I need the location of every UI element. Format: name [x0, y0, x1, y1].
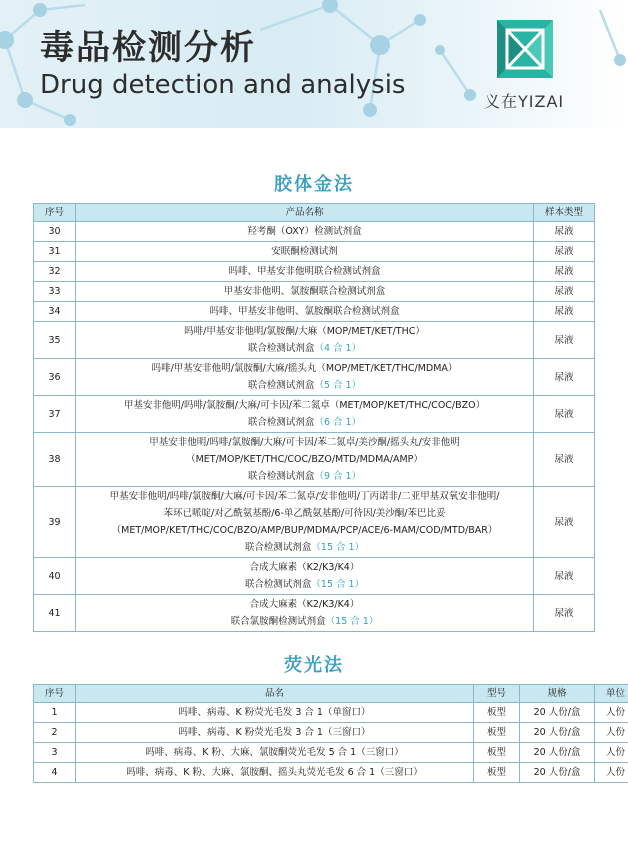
- product-name-cell: [76, 262, 534, 282]
- table-row: [34, 242, 595, 262]
- model-cell: 板型: [474, 703, 520, 723]
- combo-count-note: （15 合 1）: [325, 616, 379, 627]
- sample-type-cell: 尿液: [534, 487, 595, 558]
- unit-cell: 人份: [595, 723, 628, 743]
- section-title-fluorescence: 荧光法: [284, 655, 344, 676]
- product-name-cell: 吗啡、病毒、K 粉、大麻、氯胺酮荧光毛发 5 合 1（三窗口）: [76, 743, 474, 763]
- product-name-cell: [76, 595, 534, 632]
- product-name-line: 合成大麻素（K2/K3/K4）: [249, 562, 360, 573]
- row-number: 1: [34, 703, 76, 723]
- product-name-line: 甲基安非他明/吗啡/氯胺酮/大麻/可卡因/苯二氮卓/安非他明/丁丙诺非/二亚甲基双氧安非他明/: [109, 491, 500, 502]
- combo-count-note: （5 合 1）: [314, 380, 362, 391]
- sample-type-cell: 尿液: [534, 359, 595, 396]
- product-name-line: 联合检测试剂盒（5 合 1）: [247, 380, 362, 391]
- model-cell: 板型: [474, 743, 520, 763]
- yizai-logo-icon: [497, 20, 553, 78]
- model-cell: 板型: [474, 723, 520, 743]
- row-number: 4: [34, 763, 76, 783]
- row-number: 34: [34, 302, 76, 322]
- column-header-number: 序号: [34, 204, 76, 222]
- product-name-cell: [76, 242, 534, 262]
- product-name-line: 甲基安非他明/吗啡/氯胺酮/大麻/可卡因/苯二氮卓/美沙酮/摇头丸/安非他明: [149, 437, 460, 448]
- product-name-line: 吗啡、甲基安非他明联合检测试剂盒: [228, 266, 381, 277]
- table-row: [34, 222, 595, 242]
- row-number: 37: [34, 396, 76, 433]
- product-name-line: 甲基安非他明、氯胺酮联合检测试剂盒: [223, 286, 386, 297]
- product-name-line: 联合氯胺酮检测试剂盒（15 合 1）: [230, 616, 379, 627]
- table-row: [34, 703, 628, 723]
- table-row: [34, 396, 595, 433]
- product-name-cell: 吗啡、病毒、K 粉、大麻、氯胺酮、摇头丸荧光毛发 6 合 1（三窗口）: [76, 763, 474, 783]
- specification-cell: 20 人份/盒: [520, 723, 595, 743]
- row-number: 40: [34, 558, 76, 595]
- product-name-line: 吗啡、甲基安非他明、氯胺酮联合检测试剂盒: [209, 306, 400, 317]
- sample-type-cell: 尿液: [534, 222, 595, 242]
- row-number: 31: [34, 242, 76, 262]
- table-header-row: [34, 204, 595, 222]
- product-name-line: 吗啡/甲基安非他明/氯胺酮/大麻（MOP/MET/KET/THC）: [184, 326, 425, 337]
- column-header-product-name: 产品名称: [76, 204, 534, 222]
- table-row: [34, 322, 595, 359]
- combo-count-note: （15 合 1）: [311, 579, 365, 590]
- specification-cell: 20 人份/盒: [520, 763, 595, 783]
- combo-count-note: （4 合 1）: [314, 343, 362, 354]
- column-header-unit: 单位: [595, 685, 628, 703]
- product-name-cell: [76, 359, 534, 396]
- colloidal-gold-product-table: [33, 203, 595, 632]
- fluorescence-product-table: [33, 684, 628, 783]
- product-name-cell: [76, 487, 534, 558]
- row-number: 35: [34, 322, 76, 359]
- table-row: [34, 723, 628, 743]
- unit-cell: 人份: [595, 703, 628, 723]
- product-name-cell: [76, 302, 534, 322]
- page-title-chinese: 毒品检测分析: [40, 28, 256, 68]
- sample-type-cell: 尿液: [534, 558, 595, 595]
- row-number: 32: [34, 262, 76, 282]
- sample-type-cell: 尿液: [534, 322, 595, 359]
- specification-cell: 20 人份/盒: [520, 743, 595, 763]
- table-row: [34, 558, 595, 595]
- table-row: [34, 743, 628, 763]
- row-number: 39: [34, 487, 76, 558]
- unit-cell: 人份: [595, 763, 628, 783]
- product-name-cell: [76, 322, 534, 359]
- table-row: [34, 359, 595, 396]
- row-number: 30: [34, 222, 76, 242]
- product-name-line: 联合检测试剂盒（4 合 1）: [247, 343, 362, 354]
- row-number: 36: [34, 359, 76, 396]
- sample-type-cell: 尿液: [534, 262, 595, 282]
- row-number: 41: [34, 595, 76, 632]
- sample-type-cell: 尿液: [534, 282, 595, 302]
- sample-type-cell: 尿液: [534, 433, 595, 487]
- table-row: [34, 282, 595, 302]
- unit-cell: 人份: [595, 743, 628, 763]
- product-name-line: 联合检测试剂盒（15 合 1）: [244, 542, 365, 553]
- product-name-line: 吗啡/甲基安非他明/氯胺酮/大麻/摇头丸（MOP/MET/KET/THC/MDMA）: [151, 363, 458, 374]
- column-header-model: 型号: [474, 685, 520, 703]
- product-name-line: 合成大麻素（K2/K3/K4）: [249, 599, 360, 610]
- column-header-specification: 规格: [520, 685, 595, 703]
- product-name-line: 苯环已哌啶/对乙酰氨基酚/6-单乙酰氨基酚/可待因/美沙酮/苯巴比妥: [163, 508, 446, 519]
- table-row: [34, 433, 595, 487]
- sample-type-cell: 尿液: [534, 396, 595, 433]
- sample-type-cell: 尿液: [534, 595, 595, 632]
- product-name-cell: [76, 396, 534, 433]
- column-header-sample-type: 样本类型: [534, 204, 595, 222]
- column-header-product-name: 品名: [76, 685, 474, 703]
- product-name-line: （MET/MOP/KET/THC/COC/BZO/AMP/BUP/MDMA/PCP/ACE/6-MAM/COD/MTD/BAR）: [111, 525, 498, 536]
- table-row: [34, 262, 595, 282]
- specification-cell: 20 人份/盒: [520, 703, 595, 723]
- column-header-number: 序号: [34, 685, 76, 703]
- combo-count-note: （15 合 1）: [311, 542, 365, 553]
- sample-type-cell: 尿液: [534, 242, 595, 262]
- row-number: 38: [34, 433, 76, 487]
- combo-count-note: （6 合 1）: [314, 417, 362, 428]
- product-name-cell: [76, 282, 534, 302]
- page-title-english: Drug detection and analysis: [40, 70, 406, 100]
- table-row: [34, 595, 595, 632]
- combo-count-note: （9 合 1）: [314, 471, 362, 482]
- product-name-cell: [76, 222, 534, 242]
- page-header: [0, 0, 628, 128]
- product-name-line: 甲基安非他明/吗啡/氯胺酮/大麻/可卡因/苯二氮卓（MET/MOP/KET/THC/COC/BZO）: [123, 400, 486, 411]
- brand-name: 义在YIZAI: [484, 92, 565, 111]
- product-name-line: 联合检测试剂盒（15 合 1）: [244, 579, 365, 590]
- section-title-colloidal-gold: 胶体金法: [274, 174, 354, 195]
- model-cell: 板型: [474, 763, 520, 783]
- product-name-line: 联合检测试剂盒（9 合 1）: [247, 471, 362, 482]
- row-number: 3: [34, 743, 76, 763]
- row-number: 2: [34, 723, 76, 743]
- table-row: [34, 487, 595, 558]
- product-name-cell: [76, 433, 534, 487]
- product-name-cell: 吗啡、病毒、K 粉荧光毛发 3 合 1（三窗口）: [76, 723, 474, 743]
- product-name-line: 安眠酮检测试剂: [271, 246, 338, 257]
- table-header-row: [34, 685, 628, 703]
- sample-type-cell: 尿液: [534, 302, 595, 322]
- product-name-cell: 吗啡、病毒、K 粉荧光毛发 3 合 1（单窗口）: [76, 703, 474, 723]
- table-row: [34, 763, 628, 783]
- row-number: 33: [34, 282, 76, 302]
- product-name-cell: [76, 558, 534, 595]
- product-name-line: 羟考酮（OXY）检测试剂盒: [247, 226, 362, 237]
- table-row: [34, 302, 595, 322]
- product-name-line: （MET/MOP/KET/THC/COC/BZO/MTD/MDMA/AMP）: [186, 454, 423, 465]
- product-name-line: 联合检测试剂盒（6 合 1）: [247, 417, 362, 428]
